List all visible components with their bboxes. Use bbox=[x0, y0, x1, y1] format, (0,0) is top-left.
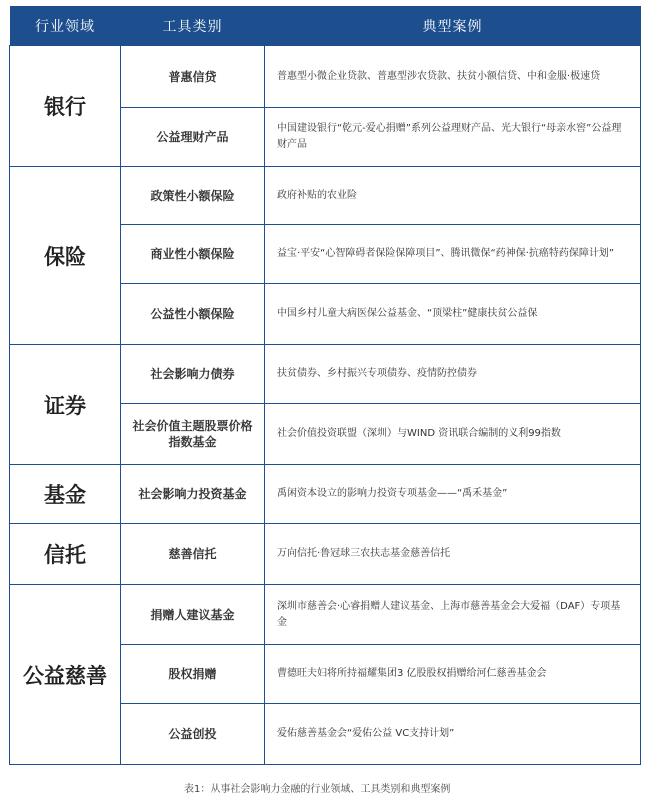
tool-cell: 慈善信托 bbox=[121, 524, 265, 585]
case-cell: 禹闲资本设立的影响力投资专项基金——“禹禾基金” bbox=[265, 465, 641, 524]
tool-cell: 公益性小额保险 bbox=[121, 284, 265, 345]
finance-table bbox=[9, 6, 641, 765]
case-cell: 爱佑慈善基金会“爱佑公益 VC支持计划” bbox=[265, 704, 641, 765]
tool-cell: 捐赠人建议基金 bbox=[121, 585, 265, 645]
case-cell: 普惠型小微企业贷款、普惠型涉农贷款、扶贫小额信贷、中和金服·极速贷 bbox=[265, 46, 641, 108]
case-cell: 益宝·平安“心智障碍者保险保障项目”、腾讯微保“药神保·抗癌特药保障计划” bbox=[265, 225, 641, 284]
case-cell: 扶贫债券、乡村振兴专项债券、疫情防控债券 bbox=[265, 345, 641, 404]
tool-cell: 社会影响力债券 bbox=[121, 345, 265, 404]
header-case: 典型案例 bbox=[265, 6, 641, 46]
tool-cell: 社会影响力投资基金 bbox=[121, 465, 265, 524]
tool-cell: 商业性小额保险 bbox=[121, 225, 265, 284]
industry-insurance: 保险 bbox=[10, 167, 121, 345]
industry-bank: 银行 bbox=[10, 46, 121, 167]
case-cell: 社会价值投资联盟（深圳）与WIND 资讯联合编制的义利99指数 bbox=[265, 404, 641, 465]
table-row bbox=[10, 524, 641, 585]
tool-cell: 股权捐赠 bbox=[121, 645, 265, 704]
table-row bbox=[10, 465, 641, 524]
table-row bbox=[10, 46, 641, 108]
table-row bbox=[10, 167, 641, 225]
table-row bbox=[10, 585, 641, 645]
table-caption: 表1：从事社会影响力金融的行业领域、工具类别和典型案例 bbox=[184, 784, 451, 795]
industry-fund: 基金 bbox=[10, 465, 121, 524]
industry-charity: 公益慈善 bbox=[10, 585, 121, 765]
case-cell: 中国乡村儿童大病医保公益基金、“顶梁柱”健康扶贫公益保 bbox=[265, 284, 641, 345]
tool-cell: 公益理财产品 bbox=[121, 108, 265, 167]
case-cell: 政府补贴的农业险 bbox=[265, 167, 641, 225]
case-cell: 中国建设银行“乾元-爱心捐赠”系列公益理财产品、光大银行“母亲水窖”公益理财产品 bbox=[265, 108, 641, 167]
tool-cell: 普惠信贷 bbox=[121, 46, 265, 108]
case-cell: 深圳市慈善会·心睿捐赠人建议基金、上海市慈善基金会大爱福（DAF）专项基金 bbox=[265, 585, 641, 645]
tool-cell: 社会价值主题股票价格指数基金 bbox=[121, 404, 265, 465]
industry-securities: 证券 bbox=[10, 345, 121, 465]
table-row bbox=[10, 345, 641, 404]
case-cell: 曹德旺夫妇将所持福耀集团3 亿股股权捐赠给河仁慈善基金会 bbox=[265, 645, 641, 704]
tool-cell: 政策性小额保险 bbox=[121, 167, 265, 225]
header-industry: 行业领域 bbox=[10, 6, 121, 46]
table-header-row bbox=[10, 6, 641, 46]
header-tool: 工具类别 bbox=[121, 6, 265, 46]
case-cell: 万向信托·鲁冠球三农扶志基金慈善信托 bbox=[265, 524, 641, 585]
tool-cell: 公益创投 bbox=[121, 704, 265, 765]
industry-trust: 信托 bbox=[10, 524, 121, 585]
